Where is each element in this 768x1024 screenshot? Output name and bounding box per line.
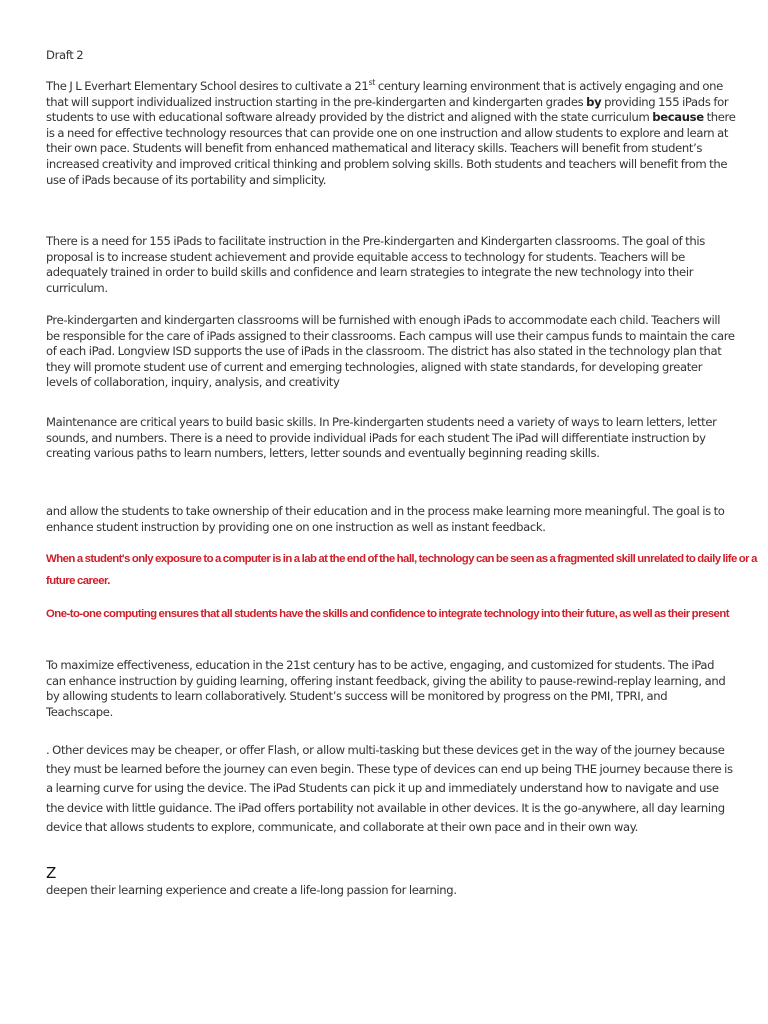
draft-heading: Draft 2: [46, 48, 84, 62]
ordinal-suffix: st: [368, 78, 376, 88]
intro-paragraph: [46, 79, 736, 188]
stray-letter-z: Z: [46, 864, 56, 882]
highlight-quote-one-to-one: One-to-one computing ensures that all students have the skills and confidence to integrate technology into their future, as well as their present: [46, 608, 729, 620]
highlight-quote-lab: When a student's only exposure to a computer is in a lab at the end of the hall, technology can be seen as a fragmented skill unrelated to daily life or a future career.: [46, 553, 757, 587]
intro-text-3: providing 155 iPads for students to use with educational software already provided by the district and aligned with the state curriculum: [46, 94, 729, 125]
closing-paragraph: deepen their learning experience and create a life-long passion for learning.: [46, 883, 457, 897]
need-paragraph: There is a need for 155 iPads to facilitate instruction in the Pre-kindergarten and Kindergarten classrooms. The goal of this proposal is to increase student achievement and provide equitable access to technology for students. Teachers will be adequately trained in order to build skills and confidence and learn strategies to integrate the new technology into their curriculum.: [46, 234, 705, 295]
devices-paragraph: . Other devices may be cheaper, or offer Flash, or allow multi-tasking but these devices get in the way of the journey because they must be learned before the journey can even begin. These type of devices can end up being THE journey because there is a learning curve for using the device. The iPad Students can pick it up and immediately understand how to navigate and use the device with little guidance. The iPad offers portability not available in other devices. It is the go-anywhere, all day learning device that allows students to explore, communicate, and collaborate at their own pace and in their own way.: [46, 743, 733, 834]
intro-text-4: there is a need for effective technology resources that can provide one on one instruction and allow students to explore and learn at their own pace. Students will benefit from enhanced mathematical and literacy skills. Teachers will benefit from student’s increased creativity and improved critical thinking and problem solving skills. Both students and teachers will benefit from the use of iPads because of its portability and simplicity.: [46, 110, 736, 187]
bold-because: because: [652, 110, 704, 125]
bold-by: by: [586, 94, 602, 109]
intro-text-1: The J L Everhart Elementary School desires to cultivate a 21: [46, 79, 369, 93]
intro-text-2: century learning environment that is actively engaging and one that will support individualized instruction starting in the pre-kindergarten and kindergarten grades: [46, 79, 723, 109]
ownership-paragraph: and allow the students to take ownership of their education and in the process make learning more meaningful. The goal is to enhance student instruction by providing one on one instruction as well as instant feedback.: [46, 504, 725, 534]
maintenance-paragraph: Maintenance are critical years to build basic skills. In Pre-kindergarten students need a variety of ways to learn letters, letter sounds, and numbers. There is a need to provide individual iPads for each student The iPad will differentiate instruction by creating various paths to learn numbers, letters, letter sounds and eventually beginning reading skills.: [46, 415, 717, 461]
furnishing-paragraph: Pre-kindergarten and kindergarten classrooms will be furnished with enough iPads to accommodate each child. Teachers will be responsible for the care of iPads assigned to their classrooms. Each campus will use their campus funds to maintain the care of each iPad. Longview ISD supports the use of iPads in the classroom. The district has also stated in the technology plan that they will promote student use of current and emerging technologies, aligned with state standards, for developing greater levels of collaboration, inquiry, analysis, and creativity: [46, 313, 735, 390]
effectiveness-paragraph: To maximize effectiveness, education in the 21st century has to be active, engaging, and customized for students. The iPad can enhance instruction by guiding learning, offering instant feedback, giving the ability to pause-rewind-replay learning, and by allowing students to learn collaboratively. Student’s success will be monitored by progress on the PMI, TPRI, and Teachscape.: [46, 658, 726, 719]
